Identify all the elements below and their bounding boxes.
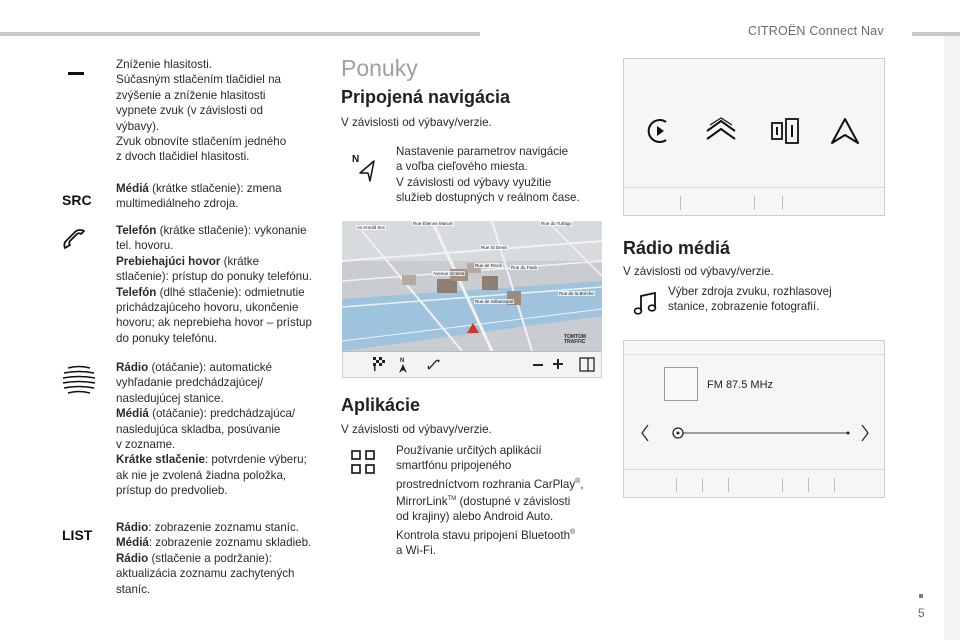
volume-down-text [116, 57, 326, 165]
mirrorlink-icon[interactable] [770, 117, 800, 145]
radio-bold: Rádio [116, 361, 149, 374]
section-title-menus: Ponuky [341, 55, 418, 81]
text-span: (otáčanie): predchádzajúca/ [148, 407, 296, 421]
traffic-badge [564, 335, 586, 345]
rotary-text [116, 360, 331, 499]
text-line: Súčasným stlačením tlačidiel na [116, 73, 281, 87]
text-line: stlačenie): prístup do ponuky telefónu. [116, 270, 312, 284]
text-line: a voľba cieľového miesta. [396, 160, 528, 174]
text-span: (dostupné v závislosti [456, 494, 571, 508]
text-line: V závislosti od výbavy využitie [396, 175, 552, 189]
text-line: od krajiny) alebo Android Auto. [396, 510, 554, 524]
text-line: do ponuky telefónu. [116, 331, 218, 345]
apps-text [396, 443, 606, 558]
svg-text:N: N [352, 154, 360, 165]
text-line: Nastavenie parametrov navigácie [396, 145, 569, 158]
heading-apps: Aplikácie [341, 395, 421, 415]
text-line: smartfónu pripojeného [396, 459, 512, 473]
map-label: Rue de Rivoli [475, 263, 502, 268]
music-note-icon [633, 291, 659, 317]
zoom-in-icon[interactable] [553, 359, 563, 369]
footer-divider [782, 196, 783, 210]
text-line: hovoru; ak neprebieha hovor – prístup [116, 316, 312, 330]
phone-long-bold: Telefón [116, 285, 157, 299]
footer-divider [702, 478, 703, 492]
badge-line: TRAFFIC [564, 339, 586, 345]
text-span: (krátke [220, 254, 260, 268]
map-label: Rue du Turbigo [541, 221, 572, 226]
map-menu-icon[interactable] [579, 357, 595, 372]
text-line: ak nie je zvolená žiadna položka, [116, 468, 287, 482]
apps-grid-icon [351, 450, 376, 475]
navigation-map[interactable] [342, 221, 602, 351]
badge-line: TOMTOM [564, 334, 587, 340]
apps-screen-footer [624, 187, 884, 215]
radio-screen-header-rule [624, 341, 884, 355]
text-line: v zozname. [116, 438, 176, 452]
src-text [116, 181, 326, 212]
side-strip [944, 36, 960, 640]
radio-bold: Rádio [116, 551, 149, 565]
src-label: SRC [62, 192, 92, 208]
frequency-slider[interactable] [668, 427, 854, 439]
footer-divider [834, 478, 835, 492]
map-label: Rue St Denis [481, 245, 508, 250]
radio-screen [623, 340, 885, 498]
text-line: staníc. [116, 582, 151, 596]
heading-radio-media: Rádio médiá [623, 238, 731, 258]
text-line: multimediálneho zdroja. [116, 197, 239, 211]
registered-mark: ® [575, 477, 581, 485]
text-line: výbavy). [116, 119, 160, 133]
rotary-knob-icon [62, 364, 96, 398]
map-label: Avenue Victoria [433, 271, 465, 276]
text-line: nasledujúcej stanice. [116, 391, 224, 405]
navigation-intro: V závislosti od výbavy/verzie. [341, 116, 492, 129]
apps-screen [623, 58, 885, 216]
footer-divider [808, 478, 809, 492]
page-number: 5 [918, 606, 925, 620]
text-line: prichádzajúceho hovoru, ukončenie [116, 301, 299, 315]
radio-intro: V závislosti od výbavy/verzie. [623, 265, 774, 278]
text-line: služieb dostupných v reálnom čase. [396, 191, 580, 205]
text-span: : zobrazenie zoznamu staníc. [148, 521, 300, 534]
checkered-flag-icon[interactable] [373, 357, 387, 371]
map-label: Rue de la Brèche [559, 291, 594, 296]
minus-icon [68, 72, 84, 76]
phone-icon[interactable] [427, 357, 441, 371]
list-label: LIST [62, 527, 93, 543]
footer-divider [680, 196, 681, 210]
north-arrow-icon[interactable] [397, 356, 409, 374]
page-marker [919, 594, 923, 598]
text-span: MirrorLink [396, 494, 448, 508]
station-artwork [664, 367, 698, 401]
text-line: vypnete zvuk (v závislosti od [116, 104, 263, 118]
map-label: Av Arnold Sec [357, 225, 386, 230]
station-label: FM 87.5 MHz [707, 379, 774, 391]
map-label: Rue de Sébastopol [475, 299, 514, 304]
text-span: Kontrola stavu pripojení Bluetooth [396, 528, 571, 542]
text-span: (dlhé stlačenie): odmietnutie [156, 285, 305, 299]
media-bold: Médiá [116, 536, 149, 550]
map-label: Rue Étienne Marcel [413, 221, 453, 226]
navigation-text [396, 144, 601, 206]
src-bold: Médiá [116, 182, 149, 195]
page-header-title: CITROËN Connect Nav [748, 24, 884, 38]
next-station-icon[interactable] [860, 423, 870, 443]
phone-text [116, 223, 331, 346]
list-text [116, 520, 331, 597]
radio-screen-footer [624, 469, 884, 497]
text-line: Používanie určitých aplikácií [396, 444, 542, 457]
carplay-play-icon[interactable] [646, 117, 672, 145]
text-span: (otáčanie): automatické [148, 361, 272, 374]
src-rest: (krátke stlačenie): zmena [148, 182, 282, 195]
text-line: prístup do predvolieb. [116, 484, 228, 498]
registered-mark: ® [570, 528, 576, 536]
text-span: (stlačenie a podržanie): [148, 551, 272, 565]
svg-text:N: N [400, 358, 405, 364]
text-span: , [580, 477, 584, 491]
navigation-arrow-icon [352, 153, 378, 183]
zoom-out-icon[interactable] [533, 364, 543, 366]
map-toolbar [342, 351, 602, 378]
apps-intro: V závislosti od výbavy/verzie. [341, 423, 492, 436]
text-line: vyhľadanie predchádzajúcej/ [116, 376, 264, 390]
radio-bold: Rádio [116, 521, 149, 534]
map-canvas [342, 221, 602, 351]
trademark-mark: TM [447, 496, 457, 503]
prev-station-icon[interactable] [640, 423, 650, 443]
citroen-chevrons-icon[interactable] [704, 117, 738, 145]
phone-icon [62, 226, 88, 252]
text-line: Výber zdroja zvuku, rozhlasovej [668, 285, 832, 298]
footer-divider [676, 478, 677, 492]
text-span: : potvrdenie výberu; [204, 453, 307, 467]
text-line: Zvuk obnovíte stlačením jedného [116, 135, 287, 149]
text-line: tel. hovoru. [116, 239, 174, 253]
android-auto-icon[interactable] [830, 117, 860, 145]
text-line: stanice, zobrazenie fotografií. [668, 300, 820, 314]
phone-bold: Telefón [116, 224, 157, 237]
radio-text [668, 284, 878, 315]
header-rule-left [0, 32, 480, 36]
text-line: a Wi-Fi. [396, 544, 436, 558]
media-bold: Médiá [116, 407, 149, 421]
text-line: z dvoch tlačidiel hlasitosti. [116, 150, 250, 164]
footer-divider [782, 478, 783, 492]
text-line: aktualizácia zoznamu zachytených [116, 567, 295, 581]
short-press-bold: Krátke stlačenie [116, 453, 205, 467]
text-span: : zobrazenie zoznamu skladieb. [148, 536, 312, 550]
map-label: Rue du Faub [511, 265, 538, 270]
text-line: Zníženie hlasitosti. [116, 58, 213, 71]
phone-call-bold: Prebiehajúci hovor [116, 254, 221, 268]
footer-divider [728, 478, 729, 492]
text-span: prostredníctvom rozhrania CarPlay [396, 477, 576, 491]
heading-navigation: Pripojená navigácia [341, 87, 511, 107]
footer-divider [754, 196, 755, 210]
text-line: nasledujúca skladba, posúvanie [116, 422, 281, 436]
text-span: (krátke stlačenie): vykonanie [156, 224, 307, 237]
text-line: zvýšenie a zníženie hlasitosti [116, 88, 266, 102]
